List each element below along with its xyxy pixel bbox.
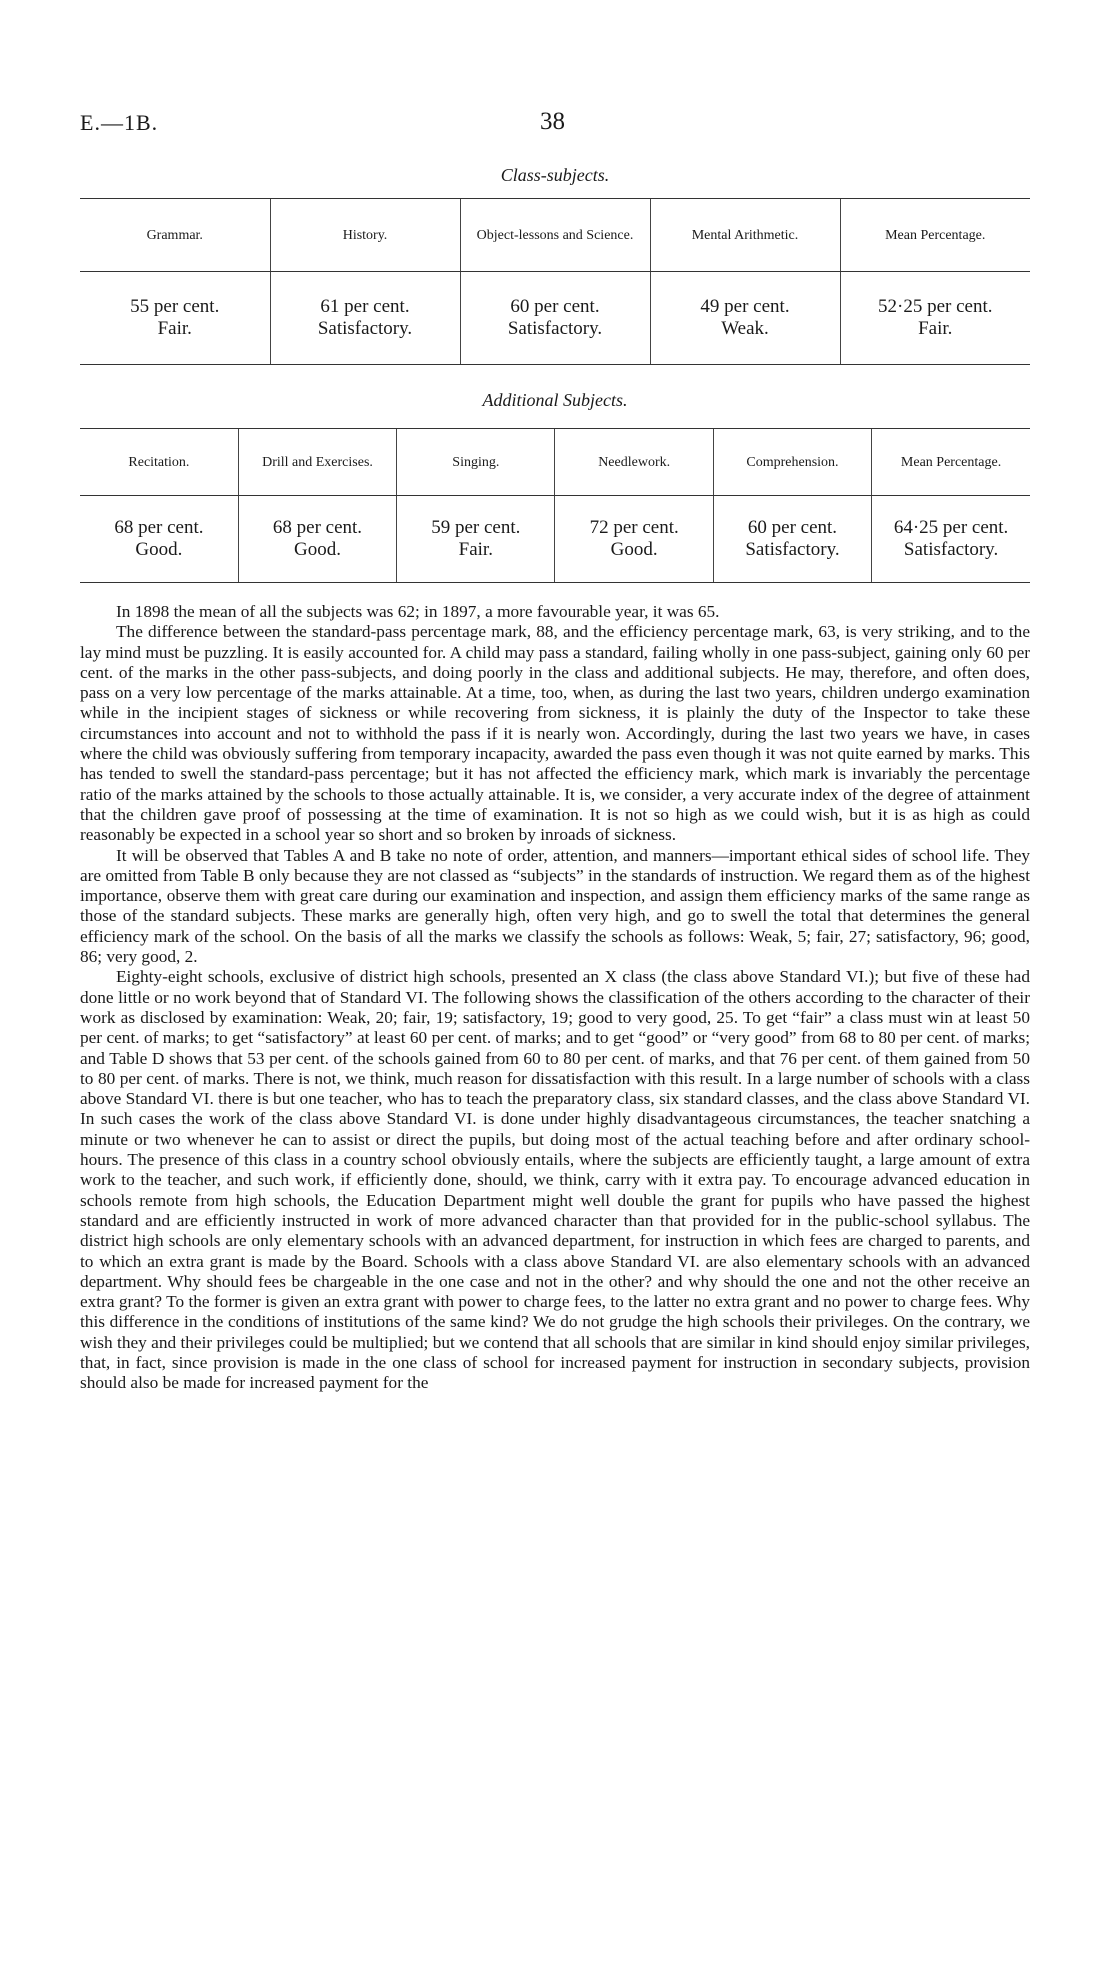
table-header-row: [80, 429, 1030, 496]
grade-value: Fair.: [157, 318, 192, 339]
column-header: History.: [270, 199, 460, 272]
column-header: Drill and Exercises.: [238, 429, 396, 496]
class-subjects-caption: Class-subjects.: [500, 165, 610, 185]
paragraph: In 1898 the mean of all the subjects was 62; in 1897, a more favourable year, it was 65.: [116, 602, 720, 621]
column-header: Mean Percentage.: [872, 429, 1030, 496]
table-cell: [397, 496, 555, 583]
percentage-value: 68 per cent.: [272, 517, 363, 538]
table-cell: [270, 272, 460, 365]
paragraph: The difference between the standard-pass percentage mark, 88, and the efficiency percentage mark, 63, is very striking, and to the lay mind must be puzzling. It is easily accounted for. A child may pass a standard, failing wholly in one pass-subject, gaining only 60 per cent. of the marks in the other pass-subjects, and doing poorly in the class and additional subjects. He may, therefore, and often does, pass on a very low percentage of the marks attainable. At a time, too, when, as during the last two years, children undergo examination while in the incipient stages of sickness or while recovering from sickness, it is plainly the duty of the Inspector to take these circumstances into account and not to withhold the pass if it is nearly won. Accordingly, during the last two years we have, in cases where the child was obviously suffering from temporary incapacity, awarded the pass even though it was not quite earned by marks. This has tended to swell the standard-pass percentage; but it has not affected the efficiency mark, which mark is invariably the percentage ratio of the marks attained by the schools to those actually attainable. It is, we consider, a very accurate index of the degree of attainment that the children gave proof of possessing at the time of examination. It is not so high as we could wish, but it is as high as could reasonably be expected in a school year so short and so broken by inroads of sickness.: [80, 622, 1030, 845]
table-row: [80, 272, 1030, 365]
table-cell: [460, 272, 650, 365]
grade-value: Good.: [610, 539, 658, 560]
grade-value: Satisfactory.: [507, 318, 603, 339]
grade-value: Satisfactory.: [745, 539, 840, 560]
table-cell: [80, 272, 270, 365]
column-header: Singing.: [397, 429, 555, 496]
percentage-value: 72 per cent.: [589, 517, 679, 538]
additional-subjects-table: [80, 428, 1030, 583]
percentage-value: 61 per cent.: [320, 296, 410, 317]
percentage-value: 60 per cent.: [747, 517, 838, 538]
grade-value: Fair.: [458, 539, 493, 560]
column-header: Mean Percentage.: [840, 199, 1030, 272]
column-header: Mental Arithmetic.: [650, 199, 840, 272]
grade-value: Good.: [135, 539, 183, 560]
table-row: [80, 496, 1030, 583]
additional-subjects-caption: Additional Subjects.: [482, 390, 628, 410]
column-header: Object-lessons and Science.: [460, 199, 650, 272]
table-cell: [713, 496, 871, 583]
grade-value: Good.: [294, 539, 341, 560]
column-header: Recitation.: [80, 429, 238, 496]
percentage-value: 55 per cent.: [130, 296, 220, 317]
page-number: 38: [540, 108, 565, 135]
grade-value: Weak.: [721, 318, 769, 339]
grade-value: Fair.: [918, 318, 953, 339]
percentage-value: 59 per cent.: [431, 517, 521, 538]
table-cell: [238, 496, 396, 583]
column-header: Needlework.: [555, 429, 713, 496]
grade-value: Satisfactory.: [317, 318, 413, 339]
percentage-value: 52·25 per cent.: [878, 296, 993, 317]
paragraph: It will be observed that Tables A and B take no note of order, attention, and manners—important ethical sides of school life. They are omitted from Table B only because they are not classed as “subjects” in the standards of instruction. We regard them as of the highest importance, observe them with great care during our examination and inspection, and assign them efficiency marks of the same range as those of the standard subjects. These marks are generally high, often very high, and go to swell the total that determines the general efficiency mark of the school. On the basis of all the marks we classify the schools as follows: Weak, 5; fair, 27; satisfactory, 96; good, 86; very good, 2.: [80, 845, 1030, 967]
table-cell: [840, 272, 1030, 365]
percentage-value: 64·25 per cent.: [893, 517, 1009, 538]
grade-value: Satisfactory.: [903, 539, 999, 560]
percentage-value: 49 per cent.: [700, 296, 790, 317]
class-subjects-table: [80, 198, 1030, 365]
percentage-value: 68 per cent.: [114, 517, 204, 538]
percentage-value: 60 per cent.: [510, 296, 600, 317]
body-text: [80, 602, 1030, 1394]
column-header: Comprehension.: [713, 429, 871, 496]
paragraph: Eighty-eight schools, exclusive of district high schools, presented an X class (the class above Standard VI.); but five of these had done little or no work beyond that of Standard VI. The following shows the classification of the others according to the character of their work as disclosed by examination: Weak, 20; fair, 19; satisfactory, 19; good to very good, 25. To get “fair” a class must win at least 50 per cent. of marks; to get “satisfactory” at least 60 per cent. of marks; and to get “good” or “very good” from 68 to 80 per cent. of marks; and Table D shows that 53 per cent. of the schools gained from 60 to 80 per cent. of marks, and that 76 per cent. of them gained from 50 to 80 per cent. of marks. There is not, we think, much reason for dissatisfaction with this result. In a large number of schools with a class above Standard VI. there is but one teacher, who has to teach the preparatory class, six standard classes, and the class above Standard VI. In such cases the work of the class above Standard VI. is done under highly disadvantageous circumstances, the teacher snatching a minute or two whenever he can to assist or direct the pupils, but doing most of the actual teaching before and after ordinary school-hours. The presence of this class in a country school obviously entails, where the subjects are efficiently taught, a large amount of extra work to the teacher, and such work, if efficiently done, should, we think, carry with it extra pay. To encourage advanced education in schools remote from high schools, the Education Department might well double the grant for pupils who have passed the highest standard and are efficiently instructed in work of more advanced character than that provided for in the public-school syllabus. The district high schools are only elementary schools with an advanced department, for instruction in which fees are charged to parents, and to which an extra grant is made by the Board. Schools with a class above Standard VI. are also elementary schools with an advanced department. Why should fees be chargeable in the one case and not in the other? and why should the one and not the other receive an extra grant? To the former is given an extra grant with power to charge fees, to the latter no extra grant and no power to charge fees. Why this difference in the conditions of institutions of the same kind? We do not grudge the high schools their privileges. On the contrary, we wish they and their privileges could be multiplied; but we contend that all schools that are similar in kind should enjoy similar privileges, that, in fact, since provision is made in the one class of school for increased payment for instruction in secondary subjects, provision should also be made for increased payment for the: [80, 967, 1030, 1393]
table-header-row: [80, 199, 1030, 272]
page-reference: E.—1B.: [80, 110, 159, 135]
table-cell: [650, 272, 840, 365]
table-cell: [872, 496, 1030, 583]
column-header: Grammar.: [80, 199, 270, 272]
table-cell: [80, 496, 238, 583]
table-cell: [555, 496, 713, 583]
